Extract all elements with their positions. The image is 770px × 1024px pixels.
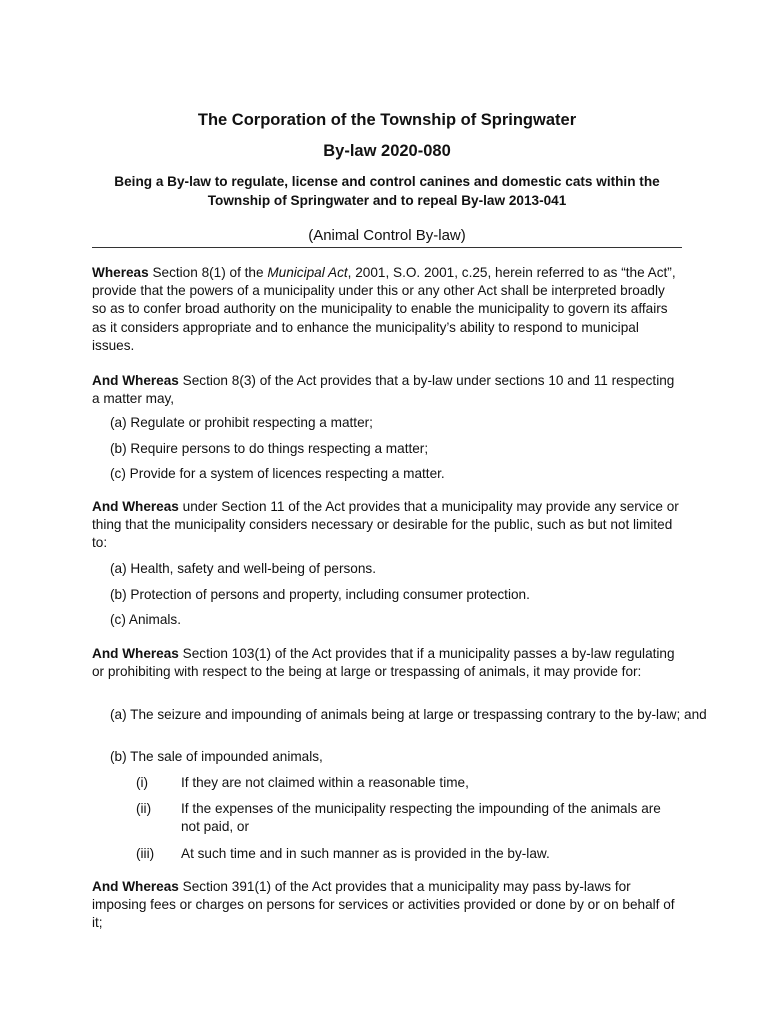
document-subtitle: Being a By-law to regulate, license and control canines and domestic cats within the Township of Springwater and to repeal By-law 2013-041 bbox=[114, 174, 660, 208]
list-item: (a) The seizure and impounding of animals being at large or trespassing contrary to the by-law; and bbox=[110, 707, 707, 722]
whereas-paragraph-4 bbox=[92, 645, 682, 681]
list-item: (a) Regulate or prohibit respecting a matter; bbox=[110, 415, 373, 430]
list-item: (b) Protection of persons and property, including consumer protection. bbox=[110, 587, 530, 602]
sub-item-number: (iii) bbox=[136, 846, 155, 861]
paragraph-lead: And Whereas bbox=[92, 646, 179, 661]
bylaw-number: By-law 2020-080 bbox=[323, 142, 451, 160]
paragraph-text: under Section 11 of the Act provides that a municipality may provide any service or thing that the municipality considers necessary or desirable for the public, such as but not limited to: bbox=[92, 499, 679, 551]
sub-list-item bbox=[136, 774, 682, 792]
sub-list-item bbox=[136, 800, 682, 836]
paragraph-lead: And Whereas bbox=[92, 373, 179, 388]
whereas-paragraph-3 bbox=[92, 498, 682, 553]
whereas-paragraph-2 bbox=[92, 372, 682, 408]
title-divider bbox=[92, 247, 682, 248]
list-item: (b) The sale of impounded animals, bbox=[110, 749, 323, 764]
list-item: (b) Require persons to do things respecting a matter; bbox=[110, 441, 429, 456]
paragraph-text: Section 391(1) of the Act provides that a municipality may pass by-laws for imposing fees or charges on persons for services or activities provided or done by or on behalf of it; bbox=[92, 879, 675, 931]
paragraph-lead: Whereas bbox=[92, 265, 149, 280]
list-item: (c) Animals. bbox=[110, 612, 182, 627]
paragraph-text: , 2001, S.O. 2001, c.25, herein referred to as “the Act”, provide that the powers of a municipality under this or any other Act shall be interpreted broadly so as to confer broad authority on the municipality to enable the municipality to govern its affairs as it considers appropriate and to enhance the municipality’s ability to respond to municipal issues. bbox=[92, 265, 676, 353]
sub-item-text: If they are not claimed within a reasonable time, bbox=[181, 775, 469, 790]
sub-item-text: At such time and in such manner as is provided in the by-law. bbox=[181, 846, 550, 861]
sub-item-number: (ii) bbox=[136, 801, 152, 816]
paragraph-text: Section 8(1) of the bbox=[148, 265, 268, 280]
list-item: (a) Health, safety and well-being of persons. bbox=[110, 561, 376, 576]
document-title: The Corporation of the Township of Springwater bbox=[197, 111, 577, 129]
list-item: (c) Provide for a system of licences respecting a matter. bbox=[110, 466, 445, 481]
sub-item-number: (i) bbox=[136, 775, 149, 790]
whereas-paragraph-1 bbox=[92, 264, 682, 355]
sub-item-text: If the expenses of the municipality respecting the impounding of the animals are not paid, or bbox=[181, 801, 661, 835]
paragraph-lead: And Whereas bbox=[92, 499, 179, 514]
sub-list-item bbox=[136, 845, 682, 863]
whereas-paragraph-5 bbox=[92, 878, 682, 933]
short-title: (Animal Control By-law) bbox=[308, 227, 466, 244]
paragraph-lead: And Whereas bbox=[92, 879, 179, 894]
paragraph-text: Section 8(3) of the Act provides that a by-law under sections 10 and 11 respecting a matter may, bbox=[92, 373, 675, 407]
paragraph-text: Section 103(1) of the Act provides that if a municipality passes a by-law regulating or prohibiting with respect to the being at large or trespassing of animals, it may provide for: bbox=[92, 646, 675, 680]
act-name: Municipal Act bbox=[267, 265, 348, 280]
